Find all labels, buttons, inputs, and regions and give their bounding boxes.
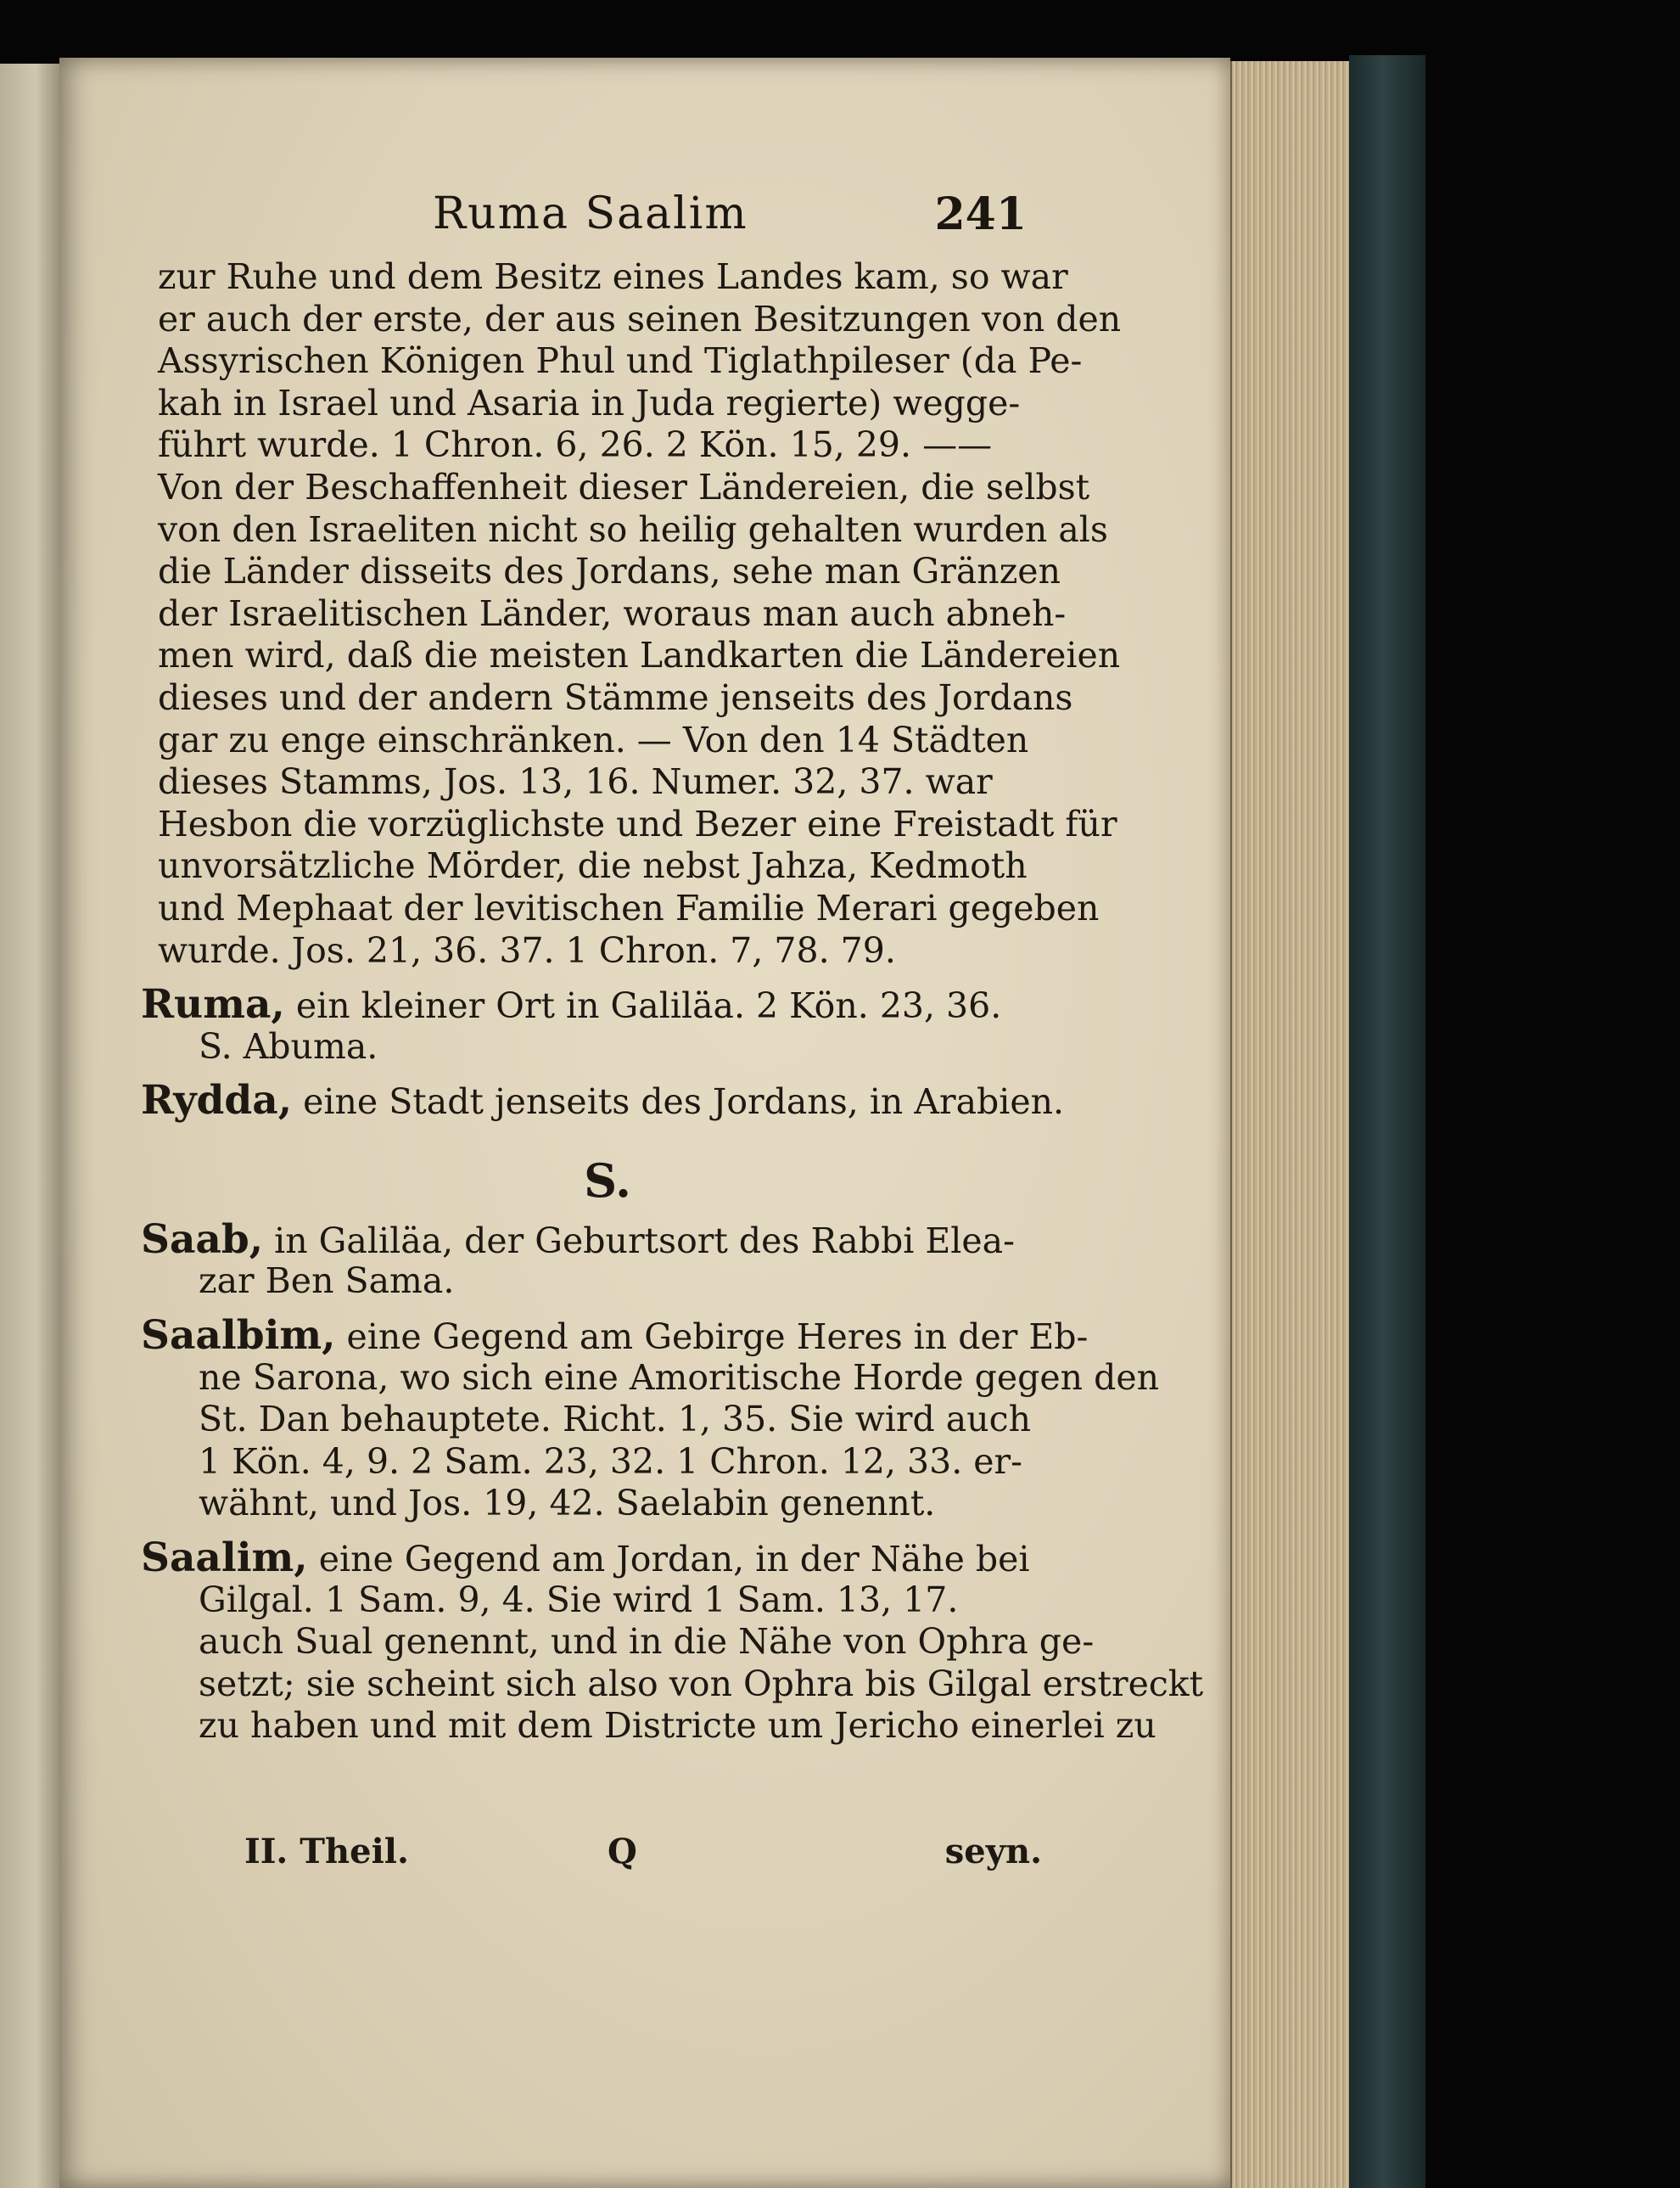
page-block-edge [1230,61,1351,2188]
text-line: Hesbon die vorzüglichste und Bezer eine Freistadt für [158,803,1117,844]
page-header [433,188,1078,248]
entry-text: in Galiläa, der Geburtsort des Rabbi Elea- [263,1220,1015,1261]
entry-ruma [141,981,1023,1068]
text-line: die Länder disseits des Jordans, sehe man Gränzen [158,551,1061,592]
text-line: unvorsätzliche Mörder, die nebst Jahza, Kedmoth [158,845,1028,887]
text-line: und Mephaat der levitischen Familie Merari gegeben [158,887,1100,928]
running-head: Ruma Saalim [433,188,748,239]
text-line: auch Sual genennt, und in die Nähe von Ophra ge- [199,1621,1095,1663]
text-line: zar Ben Sama. [199,1260,455,1302]
text-line: von den Israeliten nicht so heilig gehalten wurden als [158,508,1108,550]
entry-headword: Saalim, [141,1534,308,1582]
text-line: der Israelitischen Länder, woraus man auch abneh- [158,592,1067,634]
catchword: seyn. [944,1832,1042,1871]
text-line: wurde. Jos. 21, 36. 37. 1 Chron. 7, 78. 79. [158,929,896,971]
text-line: dieses und der andern Stämme jenseits des Jordans [158,676,1073,718]
entry-text: ein kleiner Ort in Galiläa. 2 Kön. 23, 36. [284,985,1002,1027]
text-line: Gilgal. 1 Sam. 9, 4. Sie wird 1 Sam. 13, 17. [199,1579,959,1620]
text-line: St. Dan behauptete. Richt. 1, 35. Sie wird auch [199,1399,1032,1440]
text-line: men wird, daß die meisten Landkarten die Ländereien [158,635,1121,676]
text-line: er auch der erste, der aus seinen Besitzungen von den [158,298,1122,339]
text-line: Assyrischen Königen Phul und Tiglathpileser (da Pe- [158,340,1083,382]
text-line: zu haben und mit dem Districte um Jericho einerlei zu [199,1705,1156,1747]
text-line: wähnt, und Jos. 19, 42. Saelabin genennt. [199,1483,936,1524]
signature-volume: II. Theil. [244,1832,409,1871]
text-line: führt wurde. 1 Chron. 6, 26. 2 Kön. 15, 29. —— [158,424,993,466]
entry-headword: Saab, [141,1215,264,1263]
page-number: 241 [934,188,1027,240]
entry-headword: Ruma, [141,981,285,1029]
text-line: setzt; sie scheint sich also von Ophra bis Gilgal erstreckt [199,1663,1204,1704]
paragraph-continuation [158,256,1122,972]
entry-rydda [141,1077,1065,1125]
text-line: dieses Stamms, Jos. 13, 16. Numer. 32, 37. war [158,761,993,803]
entry-text: eine Gegend am Jordan, in der Nähe bei [307,1539,1030,1580]
text-line: kah in Israel und Asaria in Juda regierte) wegge- [158,382,1021,424]
entry-headword: Rydda, [141,1077,293,1125]
text-line: Von der Beschaffenheit dieser Ländereien, die selbst [158,466,1090,508]
text-line: ne Sarona, wo sich eine Amoritische Horde gegen den [199,1356,1160,1398]
text-line: S. Abuma. [199,1025,378,1067]
facing-page-edge [0,64,59,2188]
page-footer [244,1832,1042,1882]
text-line: gar zu enge einschränken. — Von den 14 Städten [158,719,1029,760]
entry-saalbim [141,1312,1160,1525]
entry-text: eine Stadt jenseits des Jordans, in Arabien. [292,1081,1065,1123]
book-cover [1349,55,1425,2188]
section-letter: S. [584,1153,631,1208]
entry-headword: Saalbim, [141,1312,336,1360]
text-line: 1 Kön. 4, 9. 2 Sam. 23, 32. 1 Chron. 12, 33. er- [199,1440,1023,1482]
page-text [141,256,1204,1748]
entry-text: eine Gegend am Gebirge Heres in der Eb- [335,1316,1089,1358]
entry-saalim [141,1534,1204,1748]
signature-mark: Q [608,1832,637,1871]
entry-saab [141,1215,1023,1303]
text-line: zur Ruhe und dem Besitz eines Landes kam, so war [158,256,1068,297]
